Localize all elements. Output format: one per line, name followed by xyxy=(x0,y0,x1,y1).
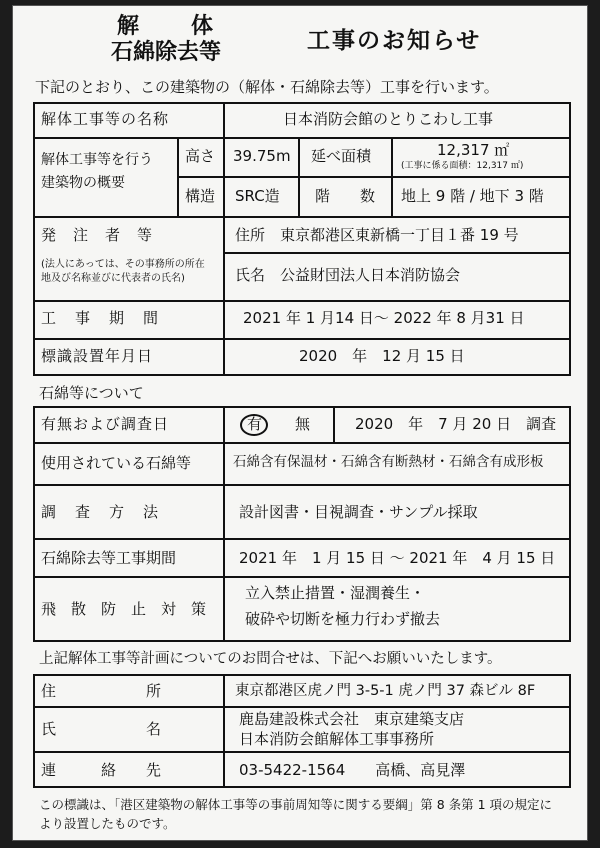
presence-no: 無 xyxy=(295,415,311,433)
measures-label: 飛 散 防 止 対 策 xyxy=(41,600,207,618)
client-note-2: 地及び名称並びに代表者の氏名) xyxy=(41,273,185,284)
contact-phone: 03-5422-1564 高橋、高見澤 xyxy=(239,761,466,779)
method-label: 調 査 方 法 xyxy=(41,503,161,521)
contact-name-1: 鹿島建設株式会社 東京建築支店 xyxy=(239,710,465,728)
period-label: 工 事 期 間 xyxy=(41,309,161,327)
floor-area-label: 延べ面積 xyxy=(311,147,372,165)
client-label: 発 注 者 等 xyxy=(41,226,154,244)
measures-line-2: 破砕や切断を極力行わず撤去 xyxy=(245,610,441,628)
project-name-label: 解体工事等の名称 xyxy=(41,110,170,128)
period-value: 2021 年 1 月14 日～ 2022 年 8 月31 日 xyxy=(243,309,525,327)
height-value: 39.75m xyxy=(233,147,291,165)
asbestos-materials: 石綿含有保温材・石綿含有断熱材・石綿含有成形板 xyxy=(233,454,544,470)
contact-phone-label: 連 絡 先 xyxy=(41,761,162,779)
removal-period-label: 石綿除去等工事期間 xyxy=(41,549,177,567)
asbestos-label: 使用されている石綿等 xyxy=(41,454,192,472)
contact-heading: 上記解体工事等計画についてのお問合せは、下記へお願いいたします。 xyxy=(39,651,502,667)
removal-period-value: 2021 年 1 月 15 日 ～ 2021 年 4 月 15 日 xyxy=(239,549,556,567)
floors-label: 階 数 xyxy=(315,187,376,205)
client-note-1: (法人にあっては、その事務所の所在 xyxy=(41,259,205,270)
method-value: 設計図書・目視調査・サンプル採取 xyxy=(239,503,478,521)
floors-value: 地上 9 階 / 地下 3 階 xyxy=(401,187,544,205)
footer-line-2: より設置したものです。 xyxy=(39,816,176,831)
building-label-2: 建築物の概要 xyxy=(41,175,125,191)
measures-line-1: 立入禁止措置・湿潤養生・ xyxy=(245,584,426,602)
client-address: 住所 東京都港区東新橋一丁目１番 19 号 xyxy=(235,226,519,244)
contact-address: 東京都港区虎ノ門 3-5-1 虎ノ門 37 森ビル 8F xyxy=(235,683,536,699)
asbestos-heading: 石綿等について xyxy=(39,384,144,402)
building-label-1: 解体工事等を行う xyxy=(41,152,153,168)
title-asbestos-removal: 石綿除去等 xyxy=(111,40,222,65)
footer-line-1: この標識は、「港区建築物の解体工事等の事前周知等に関する要綱」第 8 条第 1 項の規定に xyxy=(39,797,553,812)
project-name: 日本消防会館のとりこわし工事 xyxy=(283,110,494,128)
floor-area-note: (工事に係る面積：12,317 ㎡) xyxy=(401,161,524,171)
structure-value: SRC造 xyxy=(235,187,280,205)
contact-address-label: 住 所 xyxy=(41,682,162,700)
page-title: 工事のお知らせ xyxy=(307,28,482,54)
presence-yes: 有 xyxy=(247,415,263,433)
survey-label: 有無および調査日 xyxy=(41,415,170,433)
title-tai: 体 xyxy=(191,14,215,39)
structure-label: 構造 xyxy=(185,187,216,205)
height-label: 高さ xyxy=(185,147,216,165)
title-kai: 解 xyxy=(117,14,141,39)
floor-area-value: 12,317 ㎡ xyxy=(437,141,510,159)
sign-date-value: 2020 年 12 月 15 日 xyxy=(299,347,465,365)
notice-sign xyxy=(13,6,587,840)
client-name: 氏名 公益財団法人日本消防協会 xyxy=(235,266,461,284)
contact-name-2: 日本消防会館解体工事事務所 xyxy=(239,730,435,748)
intro-text: 下記のとおり、この建築物の（解体・石綿除去等）工事を行います。 xyxy=(35,78,499,96)
survey-date: 2020 年 7 月 20 日 調査 xyxy=(355,415,557,433)
sign-date-label: 標識設置年月日 xyxy=(41,347,154,365)
contact-name-label: 氏 名 xyxy=(41,720,162,738)
